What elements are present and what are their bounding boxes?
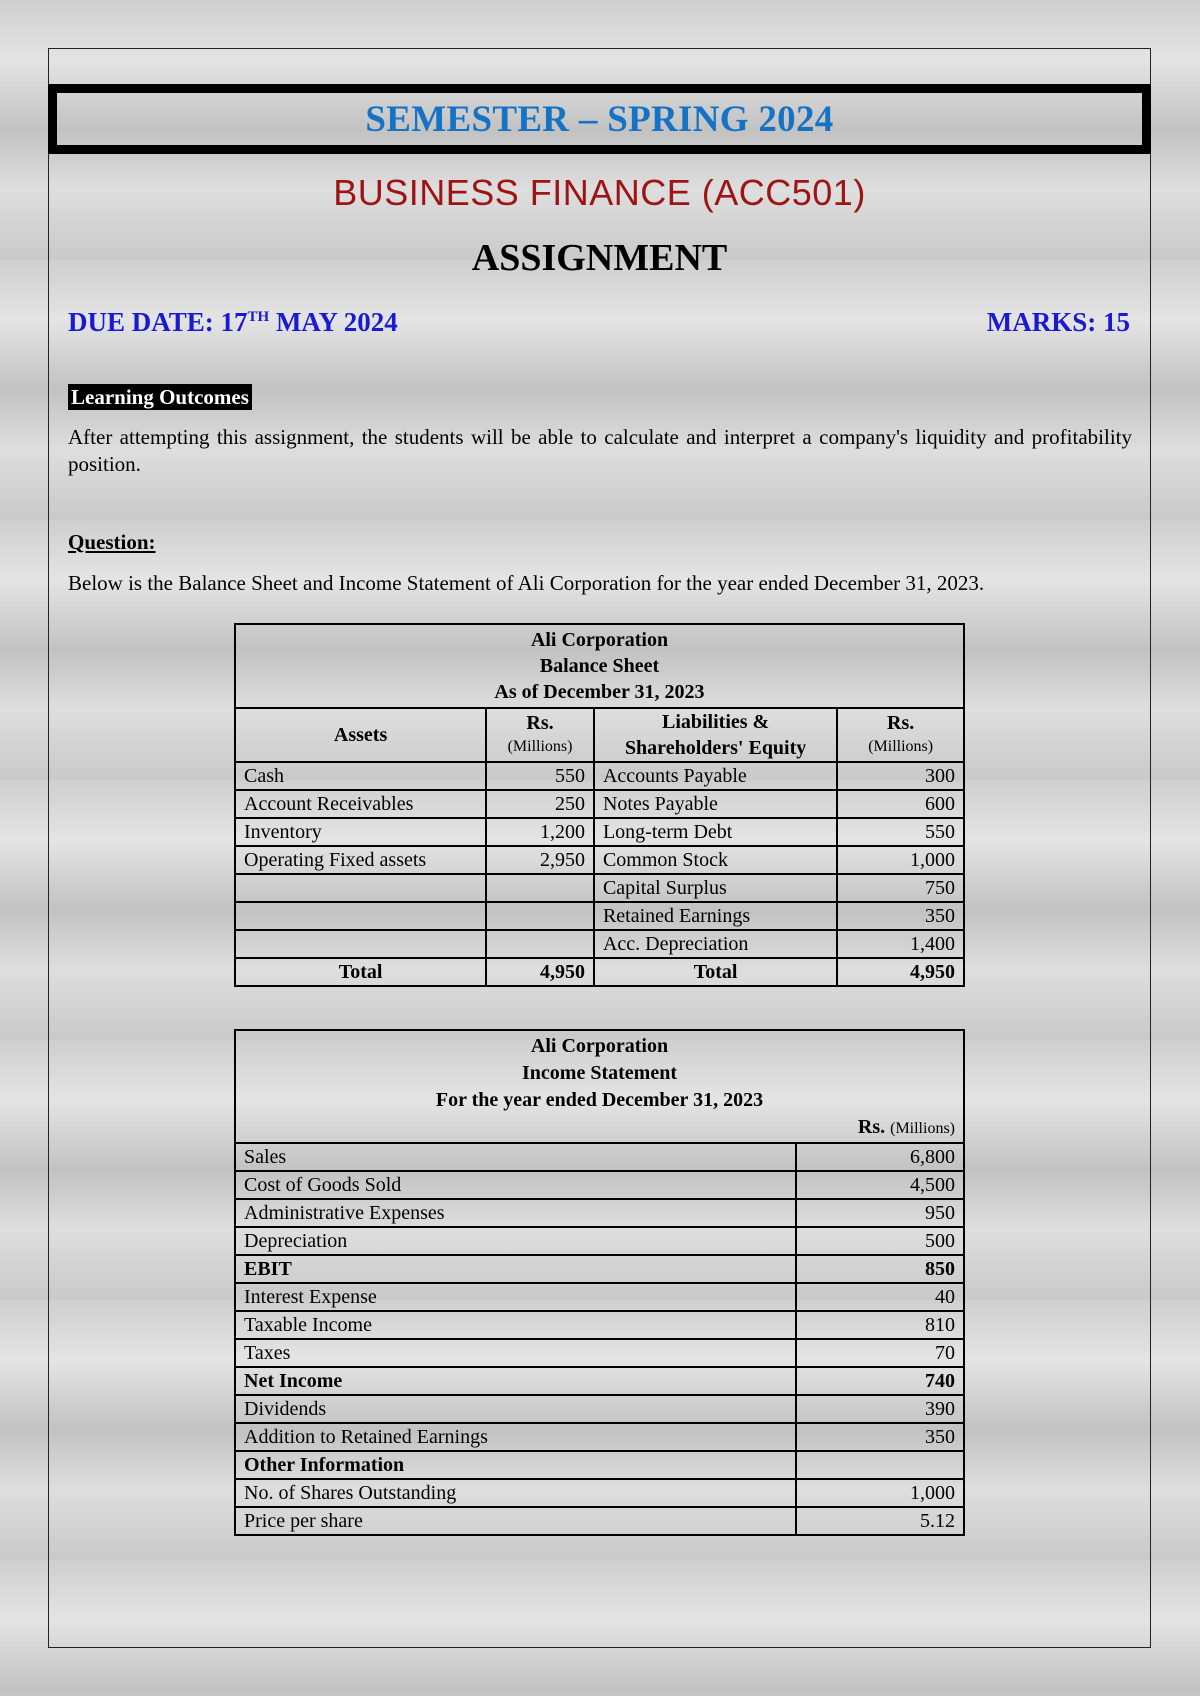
- col-rs: Rs.: [526, 712, 554, 734]
- table-row: [235, 1255, 964, 1283]
- marks: MARKS: 15: [986, 307, 1130, 337]
- is-title: Income Statement: [522, 1062, 677, 1084]
- bs-asset-label: Account Receivables: [235, 790, 486, 818]
- bs-total-label: Total: [594, 958, 837, 986]
- bs-liability-label: Long-term Debt: [594, 818, 837, 846]
- bs-total-label: Total: [235, 958, 486, 986]
- is-row-label: EBIT: [235, 1255, 796, 1283]
- bs-liability-value: 1,400: [837, 930, 964, 958]
- is-row-label: Cost of Goods Sold: [235, 1171, 796, 1199]
- is-row-label: Other Information: [235, 1451, 796, 1479]
- is-row-label: Sales: [235, 1143, 796, 1171]
- table-row: [235, 1311, 964, 1339]
- col-rs-liabilities: [837, 708, 964, 762]
- question-heading: Question:: [68, 530, 156, 554]
- bs-asset-value: [486, 874, 594, 902]
- bs-title: Balance Sheet: [539, 655, 660, 677]
- bs-asset-label: Cash: [235, 762, 486, 790]
- is-period: For the year ended December 31, 2023: [435, 1089, 764, 1111]
- is-row-label: Net Income: [235, 1367, 796, 1395]
- is-row-value: 70: [796, 1339, 964, 1367]
- is-row-value: 740: [796, 1367, 964, 1395]
- table-row: [235, 1143, 964, 1171]
- table-row: [235, 1451, 964, 1479]
- due-date-month: MAY 2024: [269, 307, 398, 337]
- table-row: [235, 1507, 964, 1535]
- semester-title: SEMESTER – SPRING 2024: [365, 98, 834, 140]
- assignment-title: ASSIGNMENT: [471, 237, 728, 279]
- is-row-value: 390: [796, 1395, 964, 1423]
- is-row-label: Interest Expense: [235, 1283, 796, 1311]
- table-row: [235, 1395, 964, 1423]
- is-row-value: 4,500: [796, 1171, 964, 1199]
- col-rs: Rs.: [887, 712, 915, 734]
- table-row: [235, 846, 964, 874]
- course-title: BUSINESS FINANCE (ACC501): [333, 172, 866, 213]
- table-row: [235, 1171, 964, 1199]
- bs-liability-value: 750: [837, 874, 964, 902]
- bs-company: Ali Corporation: [530, 629, 669, 651]
- table-row: [235, 818, 964, 846]
- table-row: [235, 1199, 964, 1227]
- table-row: [235, 1479, 964, 1507]
- is-row-value: 350: [796, 1423, 964, 1451]
- is-row-value: 5.12: [796, 1507, 964, 1535]
- bs-liability-label: Acc. Depreciation: [594, 930, 837, 958]
- bs-asset-label: [235, 902, 486, 930]
- table-row: [235, 1367, 964, 1395]
- table-row: [235, 1283, 964, 1311]
- table-row: [235, 790, 964, 818]
- is-company: Ali Corporation: [530, 1035, 669, 1057]
- col-liabilities: [594, 708, 837, 762]
- bs-asset-value: [486, 930, 594, 958]
- bs-asset-label: Inventory: [235, 818, 486, 846]
- col-assets: Assets: [235, 708, 486, 762]
- is-row-value: 40: [796, 1283, 964, 1311]
- is-row-label: Taxable Income: [235, 1311, 796, 1339]
- bs-liability-label: Retained Earnings: [594, 902, 837, 930]
- due-date-label: DUE DATE: 17: [68, 307, 248, 337]
- bs-asset-value: 550: [486, 762, 594, 790]
- is-row-label: No. of Shares Outstanding: [235, 1479, 796, 1507]
- bs-asset-label: Operating Fixed assets: [235, 846, 486, 874]
- question-text: Below is the Balance Sheet and Income Statement of Ali Corporation for the year ended December 31, 2023.: [68, 571, 985, 595]
- table-row: [235, 902, 964, 930]
- learning-outcomes-text: After attempting this assignment, the students will be able to calculate and interpret a company's liquidity and profitability position.: [68, 425, 1132, 476]
- bs-asset-value: 250: [486, 790, 594, 818]
- learning-outcomes-heading: Learning Outcomes: [68, 384, 252, 410]
- is-row-value: 6,800: [796, 1143, 964, 1171]
- bs-liability-label: Notes Payable: [594, 790, 837, 818]
- bs-asset-value: [486, 902, 594, 930]
- col-liab-line2: Shareholders' Equity: [624, 737, 807, 759]
- table-row: [235, 930, 964, 958]
- due-date: [68, 307, 398, 338]
- table-row: [235, 1423, 964, 1451]
- col-rs-assets: [486, 708, 594, 762]
- is-rs: Rs.: [857, 1116, 886, 1138]
- is-row-value: 810: [796, 1311, 964, 1339]
- bs-asset-value: 1,200: [486, 818, 594, 846]
- is-row-value: 850: [796, 1255, 964, 1283]
- is-row-value: [796, 1451, 964, 1479]
- bs-asset-value: 2,950: [486, 846, 594, 874]
- bs-date: As of December 31, 2023: [494, 681, 705, 703]
- bs-total-liabilities: 4,950: [837, 958, 964, 986]
- bs-total-assets: 4,950: [486, 958, 594, 986]
- is-row-label: Depreciation: [235, 1227, 796, 1255]
- income-statement-header: [235, 1030, 964, 1143]
- is-row-label: Addition to Retained Earnings: [235, 1423, 796, 1451]
- table-row: [235, 1227, 964, 1255]
- col-millions: (Millions): [868, 738, 934, 755]
- col-millions: (Millions): [507, 738, 573, 755]
- bs-asset-label: [235, 930, 486, 958]
- bs-liability-label: Common Stock: [594, 846, 837, 874]
- bs-liability-value: 600: [837, 790, 964, 818]
- bs-liability-label: Capital Surplus: [594, 874, 837, 902]
- due-date-suffix: TH: [247, 309, 270, 325]
- bs-liability-value: 350: [837, 902, 964, 930]
- bs-liability-value: 1,000: [837, 846, 964, 874]
- is-units: [244, 1114, 955, 1142]
- is-row-label: Price per share: [235, 1507, 796, 1535]
- balance-sheet-header: [235, 624, 964, 708]
- income-statement-table: [234, 1029, 965, 1536]
- table-row: [235, 762, 964, 790]
- is-row-label: Taxes: [235, 1339, 796, 1367]
- is-row-value: 950: [796, 1199, 964, 1227]
- col-liab-line1: Liabilities &: [661, 711, 770, 733]
- is-row-value: 500: [796, 1227, 964, 1255]
- semester-banner: [48, 84, 1151, 154]
- table-row: [235, 874, 964, 902]
- balance-sheet-table: [234, 623, 965, 987]
- bs-liability-label: Accounts Payable: [594, 762, 837, 790]
- bs-liability-value: 300: [837, 762, 964, 790]
- is-row-label: Dividends: [235, 1395, 796, 1423]
- bs-liability-value: 550: [837, 818, 964, 846]
- bs-asset-label: [235, 874, 486, 902]
- is-millions: (Millions): [890, 1120, 955, 1137]
- table-row: [235, 1339, 964, 1367]
- is-row-label: Administrative Expenses: [235, 1199, 796, 1227]
- is-row-value: 1,000: [796, 1479, 964, 1507]
